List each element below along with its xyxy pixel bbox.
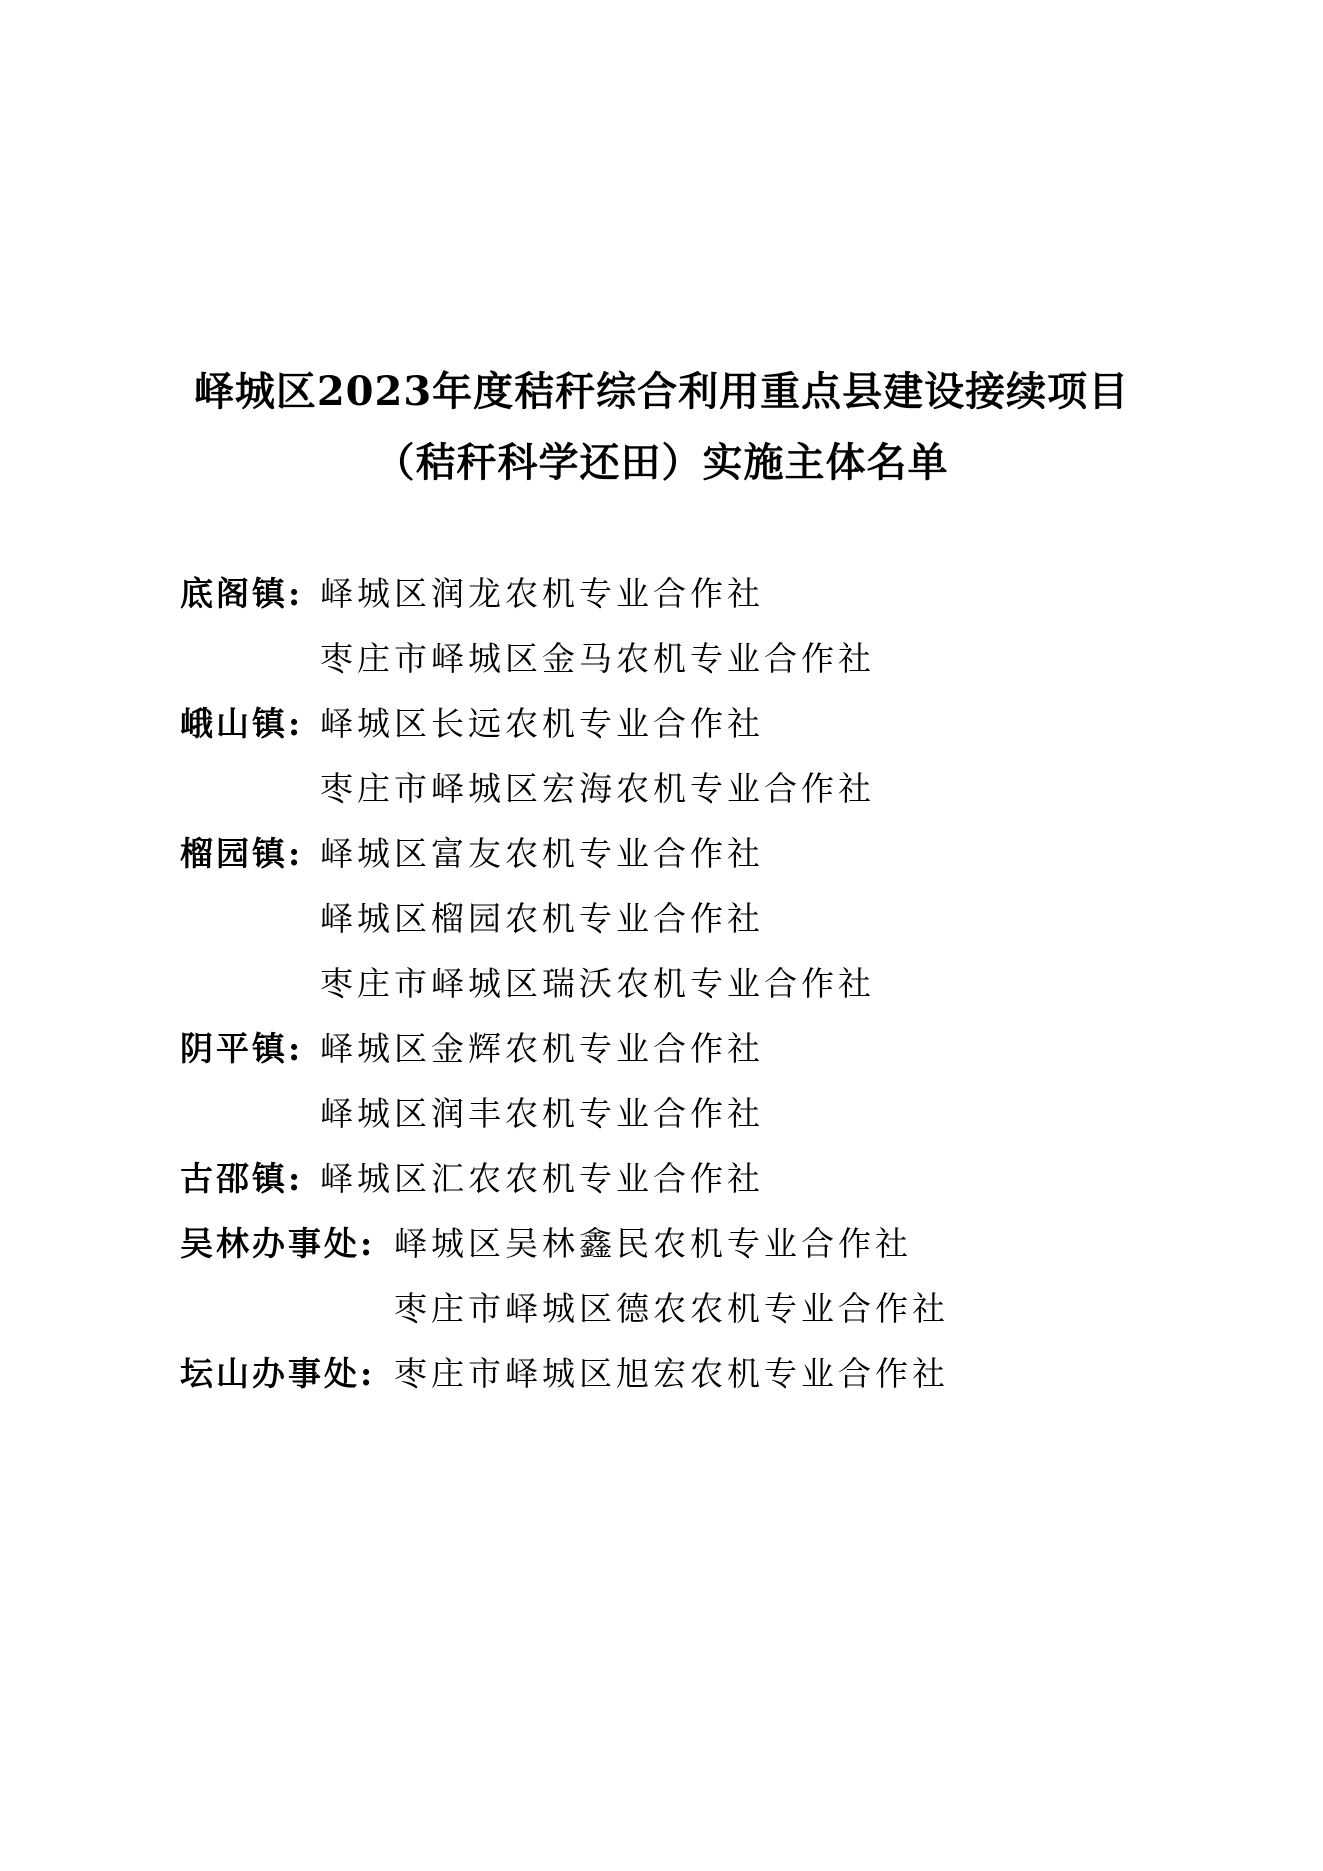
cooperative-name: 枣庄市峄城区宏海农机专业合作社 (320, 769, 875, 808)
implementer-list (180, 569, 1280, 1414)
cooperative-name: 峄城区汇农农机专业合作社 (320, 1159, 764, 1198)
town-label: 底阁镇: (180, 574, 304, 613)
list-item (180, 1024, 1280, 1089)
cooperative-name: 枣庄市峄城区德农农机专业合作社 (394, 1289, 949, 1328)
town-label: 峨山镇: (180, 704, 304, 743)
list-item (180, 699, 1280, 764)
town-label: 阴平镇: (180, 1029, 304, 1068)
list-item (180, 894, 1280, 959)
list-item (180, 634, 1280, 699)
town-label: 古邵镇: (180, 1159, 304, 1198)
cooperative-name: 峄城区长远农机专业合作社 (320, 704, 764, 743)
town-label: 榴园镇: (180, 834, 304, 873)
list-item (180, 1089, 1280, 1154)
list-item (180, 829, 1280, 894)
list-item (180, 1154, 1280, 1219)
list-item (180, 1349, 1280, 1414)
list-item (180, 764, 1280, 829)
town-label: 坛山办事处: (180, 1354, 376, 1393)
cooperative-name: 峄城区金辉农机专业合作社 (320, 1029, 764, 1068)
list-item (180, 1284, 1280, 1349)
cooperative-name: 枣庄市峄城区金马农机专业合作社 (320, 639, 875, 678)
list-item (180, 959, 1280, 1024)
list-item (180, 569, 1280, 634)
cooperative-name: 枣庄市峄城区瑞沃农机专业合作社 (320, 964, 875, 1003)
cooperative-name: 枣庄市峄城区旭宏农机专业合作社 (394, 1354, 949, 1393)
cooperative-name: 峄城区榴园农机专业合作社 (320, 899, 764, 938)
cooperative-name: 峄城区吴林鑫民农机专业合作社 (394, 1224, 912, 1263)
cooperative-name: 峄城区富友农机专业合作社 (320, 834, 764, 873)
document-title-line-1: 峄城区2023年度秸秆综合利用重点县建设接续项目 (193, 368, 1130, 415)
cooperative-name: 峄城区润丰农机专业合作社 (320, 1094, 764, 1133)
document-title-line-2: （秸秆科学还田）实施主体名单 (374, 439, 949, 486)
list-item (180, 1219, 1280, 1284)
town-label: 吴林办事处: (180, 1224, 376, 1263)
cooperative-name: 峄城区润龙农机专业合作社 (320, 574, 764, 613)
